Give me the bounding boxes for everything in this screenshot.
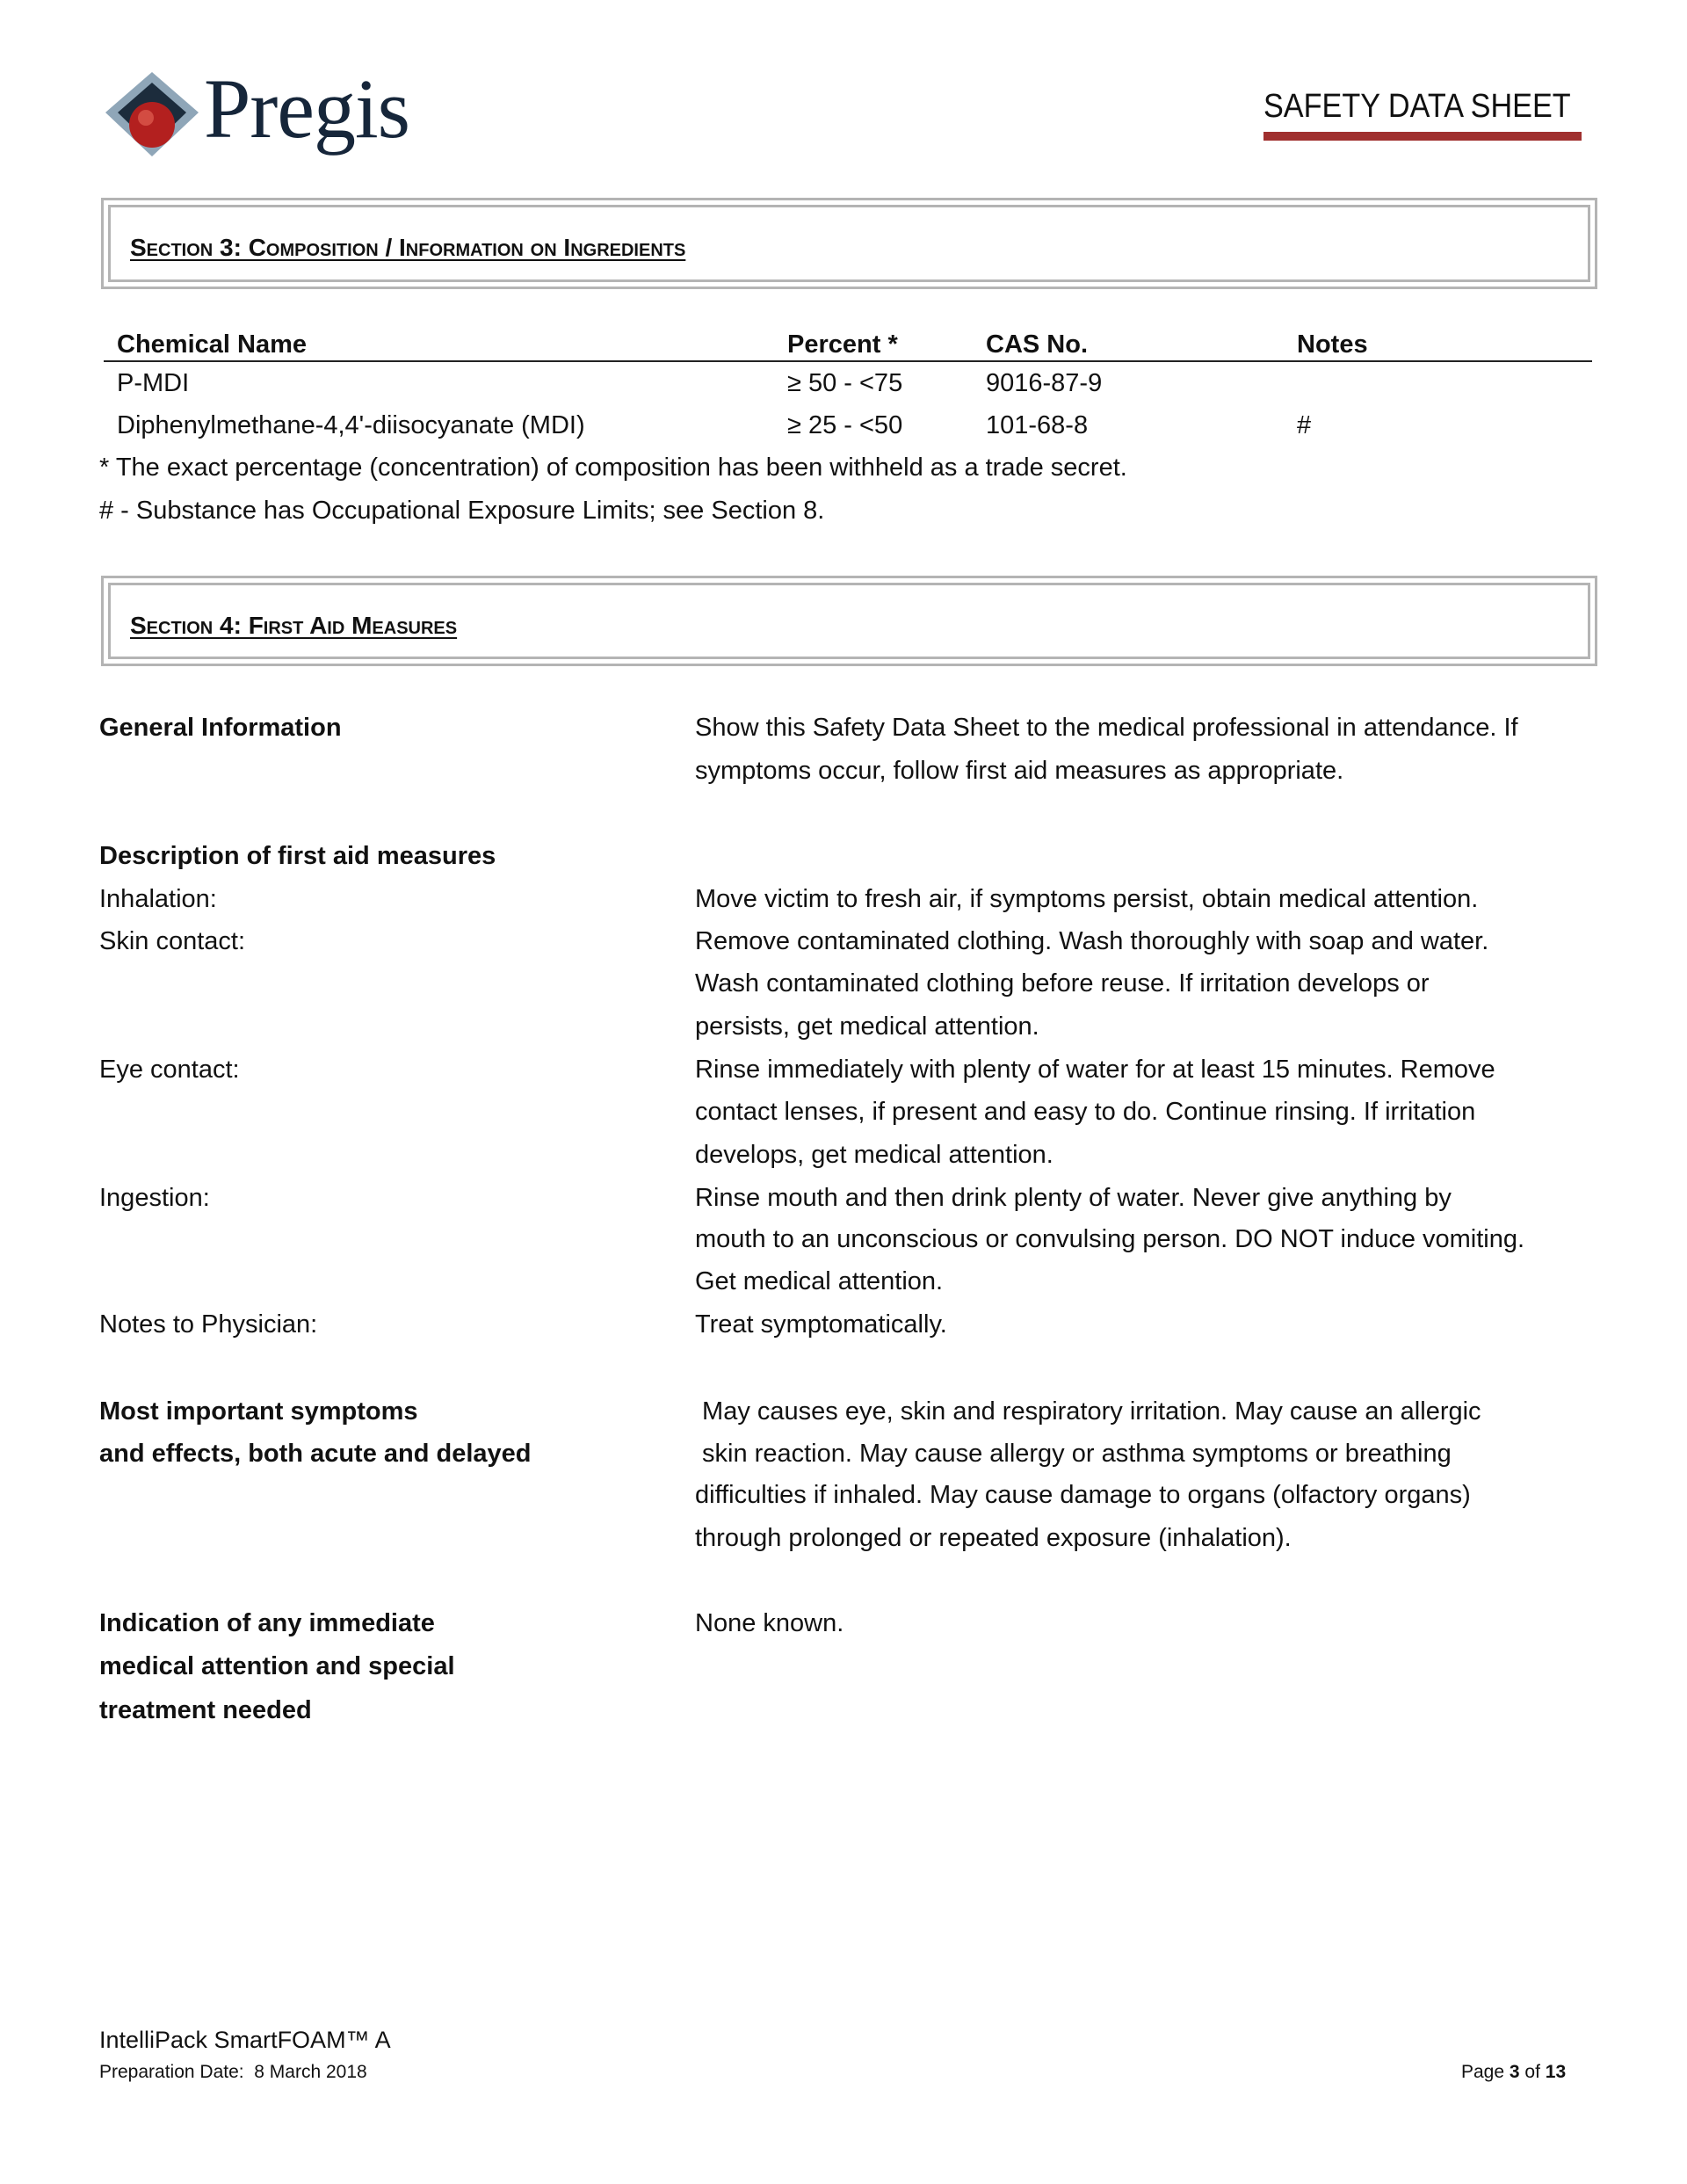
brand-name: Pregis — [204, 62, 409, 156]
page-of: of — [1519, 2062, 1546, 2082]
cell-name: P-MDI — [117, 369, 190, 397]
section-4-title: Section 4: First Aid Measures — [130, 612, 458, 639]
section-3-header-box — [101, 198, 1597, 289]
footer-page-number — [1461, 2062, 1566, 2083]
notes-physician-text: Treat symptomatically. — [695, 1310, 947, 1339]
footer-product: IntelliPack SmartFOAM™ A — [99, 2027, 391, 2053]
symptoms-label: and effects, both acute and delayed — [99, 1440, 532, 1468]
document-title: SAFETY DATA SHEET — [1263, 88, 1571, 125]
col-header-chemical: Chemical Name — [117, 330, 307, 359]
cell-cas: 101-68-8 — [986, 411, 1089, 439]
footnote-exposure-limits: # - Substance has Occupational Exposure Limits; see Section 8. — [99, 497, 825, 525]
skin-contact-text: Wash contaminated clothing before reuse. If irritation develops or — [695, 969, 1430, 998]
cell-notes: # — [1297, 411, 1312, 439]
indication-label: treatment needed — [99, 1696, 312, 1724]
general-info-line: symptoms occur, follow first aid measures as appropriate. — [695, 757, 1344, 785]
section-3-title: Section 3: Composition / Information on Ingredients — [130, 234, 686, 261]
general-info-label: General Information — [99, 714, 342, 742]
col-header-percent: Percent * — [787, 330, 898, 359]
ingestion-label: Ingestion: — [99, 1184, 210, 1212]
total-pages: 13 — [1545, 2062, 1567, 2082]
indication-label: medical attention and special — [99, 1652, 455, 1680]
skin-contact-text: Remove contaminated clothing. Wash thoroughly with soap and water. — [695, 927, 1489, 955]
section-4-header-box — [101, 576, 1597, 666]
symptoms-label: Most important symptoms — [99, 1397, 418, 1426]
symptoms-text: May causes eye, skin and respiratory irritation. May cause an allergic — [695, 1397, 1481, 1426]
ingestion-text: mouth to an unconscious or convulsing person. DO NOT induce vomiting. — [695, 1225, 1525, 1253]
cell-percent: ≥ 50 - <75 — [787, 369, 903, 397]
symptoms-text: skin reaction. May cause allergy or asthma symptoms or breathing — [695, 1440, 1452, 1468]
page-prefix: Page — [1461, 2062, 1510, 2082]
skin-contact-label: Skin contact: — [99, 927, 246, 955]
symptoms-text: difficulties if inhaled. May cause damage to organs (olfactory organs) — [695, 1481, 1471, 1509]
inhalation-label: Inhalation: — [99, 885, 217, 913]
general-info-line: Show this Safety Data Sheet to the medical professional in attendance. If — [695, 714, 1518, 742]
cell-name: Diphenylmethane-4,4'-diisocyanate (MDI) — [117, 411, 585, 439]
cell-percent: ≥ 25 - <50 — [787, 411, 903, 439]
indication-label: Indication of any immediate — [99, 1609, 435, 1637]
col-header-cas: CAS No. — [986, 330, 1088, 359]
indication-text: None known. — [695, 1609, 844, 1637]
inhalation-text: Move victim to fresh air, if symptoms persist, obtain medical attention. — [695, 885, 1479, 913]
ingestion-text: Rinse mouth and then drink plenty of water. Never give anything by — [695, 1184, 1452, 1212]
eye-contact-text: develops, get medical attention. — [695, 1141, 1053, 1169]
description-label: Description of first aid measures — [99, 842, 496, 870]
cell-cas: 9016-87-9 — [986, 369, 1103, 397]
eye-contact-text: Rinse immediately with plenty of water for at least 15 minutes. Remove — [695, 1056, 1495, 1084]
title-accent-bar — [1263, 132, 1582, 141]
eye-contact-text: contact lenses, if present and easy to do. Continue rinsing. If irritation — [695, 1098, 1476, 1126]
footnote-trade-secret: * The exact percentage (concentration) of composition has been withheld as a trade secret. — [99, 453, 1127, 482]
symptoms-text: through prolonged or repeated exposure (inhalation). — [695, 1524, 1292, 1552]
footer-prep-date: Preparation Date: 8 March 2018 — [99, 2062, 367, 2082]
col-header-notes: Notes — [1297, 330, 1368, 359]
skin-contact-text: persists, get medical attention. — [695, 1012, 1039, 1041]
current-page: 3 — [1509, 2062, 1520, 2082]
eye-contact-label: Eye contact: — [99, 1056, 240, 1084]
logo-diamond-icon — [104, 70, 200, 158]
ingestion-text: Get medical attention. — [695, 1267, 944, 1295]
notes-physician-label: Notes to Physician: — [99, 1310, 318, 1339]
